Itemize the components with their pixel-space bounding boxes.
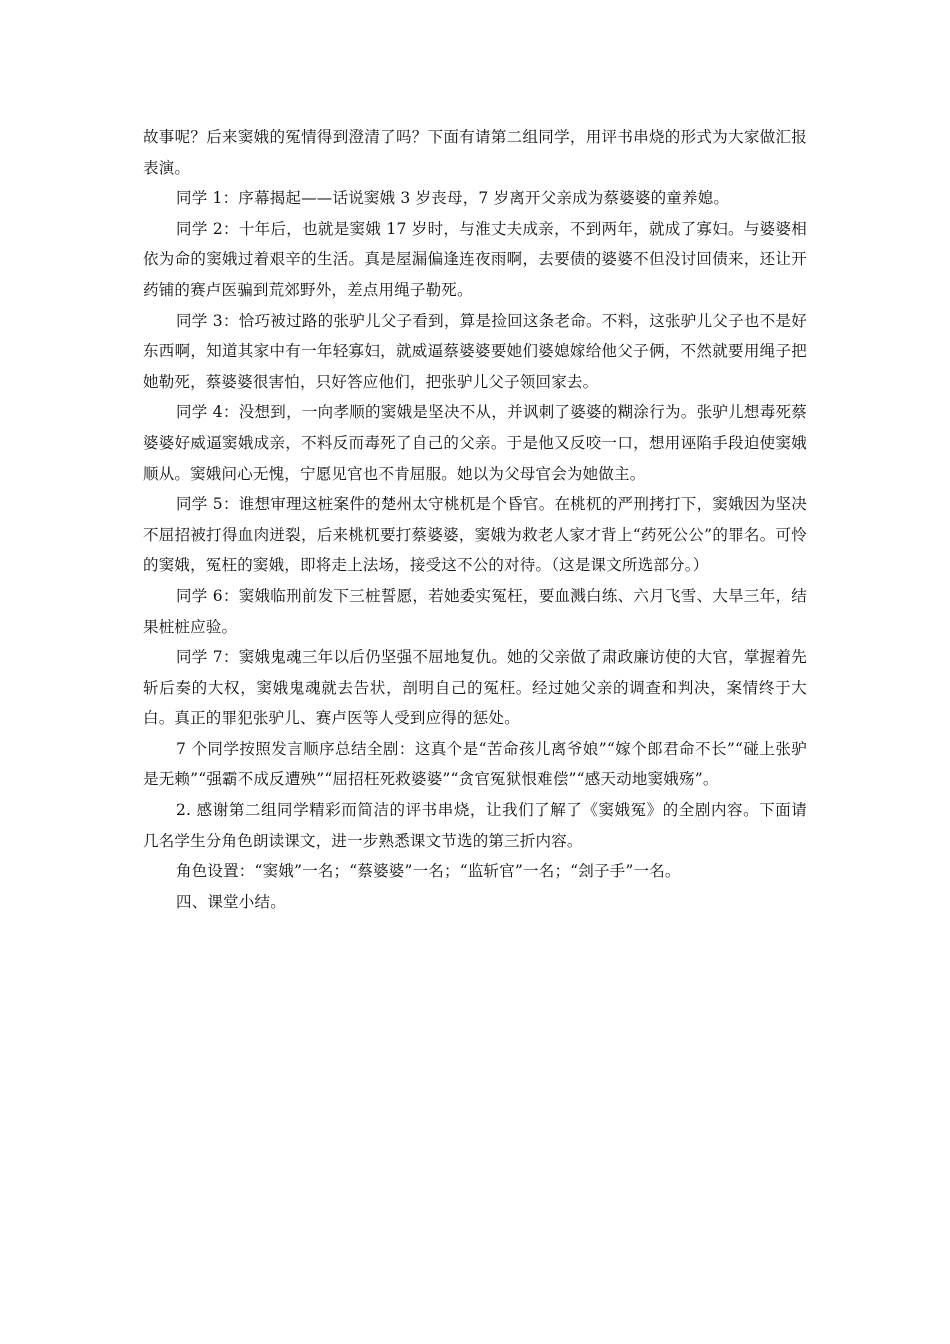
paragraph-student-2: 同学 2：十年后，也就是窦娥 17 岁时，与淮丈夫成亲，不到两年，就成了寡妇。与婆婆相依为命的窦娥过着艰辛的生活。真是屋漏偏逢连夜雨啊，去要债的婆婆不但没讨回债来，还让开药铺的赛卢医骗到荒郊野外，差点用绳子勒死。 [143,219,807,299]
paragraph-student-6: 同学 6：窦娥临刑前发下三桩誓愿，若她委实冤枉，要血溅白练、六月飞雪、大旱三年，结果桩桩应验。 [143,586,807,636]
document-body [143,122,807,917]
paragraph-student-1: 同学 1：序幕揭起——话说窦娥 3 岁丧母，7 岁离开父亲成为蔡婆婆的童养媳。 [176,189,730,208]
paragraph-intro-continuation: 故事呢？后来窦娥的冤情得到澄清了吗？下面有请第二组同学，用评书串烧的形式为大家做汇报表演。 [143,128,807,177]
paragraph-summary: 7 个同学按照发言顺序总结全剧：这真个是“苦命孩儿离爷娘”“嫁个郎君命不长”“碰上张驴是无赖”“强霸不成反遭殃”“屈招枉死救婆婆”“贪官冤狱恨难偿”“感天动地窦娥殇”。 [143,739,807,789]
paragraph-student-5: 同学 5：谁想审理这桩案件的楚州太守桃杌是个昏官。在桃杌的严刑拷打下，窦娥因为坚决不屈招被打得血肉迸裂，后来桃杌要打蔡婆婆，窦娥为救老人家才背上“药死公公”的罪名。可怜的窦娥，冤枉的窦娥，即将走上法场，接受这不公的对待。（这是课文所选部分。） [143,495,807,575]
paragraph-role-setup: 角色设置：“窦娥”一名；“蔡婆婆”一名；“监斩官”一名；“刽子手”一名。 [176,862,681,881]
section-heading-class-summary: 四、课堂小结。 [176,892,286,911]
paragraph-student-3: 同学 3：恰巧被过路的张驴儿父子看到，算是捡回这条老命。不料，这张驴儿父子也不是好东西啊，知道其家中有一年轻寡妇，就威逼蔡婆婆要她们婆媳嫁给他父子俩，不然就要用绳子把她勒死，蔡婆婆很害怕，只好答应他们，把张驴儿父子领回家去。 [143,311,807,391]
paragraph-student-4: 同学 4：没想到，一向孝顺的窦娥是坚决不从，并讽刺了婆婆的糊涂行为。张驴儿想毒死蔡婆婆好威逼窦娥成亲，不料反而毒死了自己的父亲。于是他又反咬一口，想用诬陷手段迫使窦娥顺从。窦娥问心无愧，宁愿见官也不肯屈服。她以为父母官会为她做主。 [143,403,807,483]
paragraph-step-2: 2. 感谢第二组同学精彩而简洁的评书串烧，让我们了解了《窦娥冤》的全剧内容。下面请几名学生分角色朗读课文，进一步熟悉课文节选的第三折内容。 [143,801,807,850]
paragraph-student-7: 同学 7：窦娥鬼魂三年以后仍坚强不屈地复仇。她的父亲做了肃政廉访使的大官，掌握着先斩后奏的大权，窦娥鬼魂就去告状，剖明自己的冤枉。经过她父亲的调查和判决，案情终于大白。真正的罪犯张驴儿、赛卢医等人受到应得的惩处。 [143,648,807,728]
